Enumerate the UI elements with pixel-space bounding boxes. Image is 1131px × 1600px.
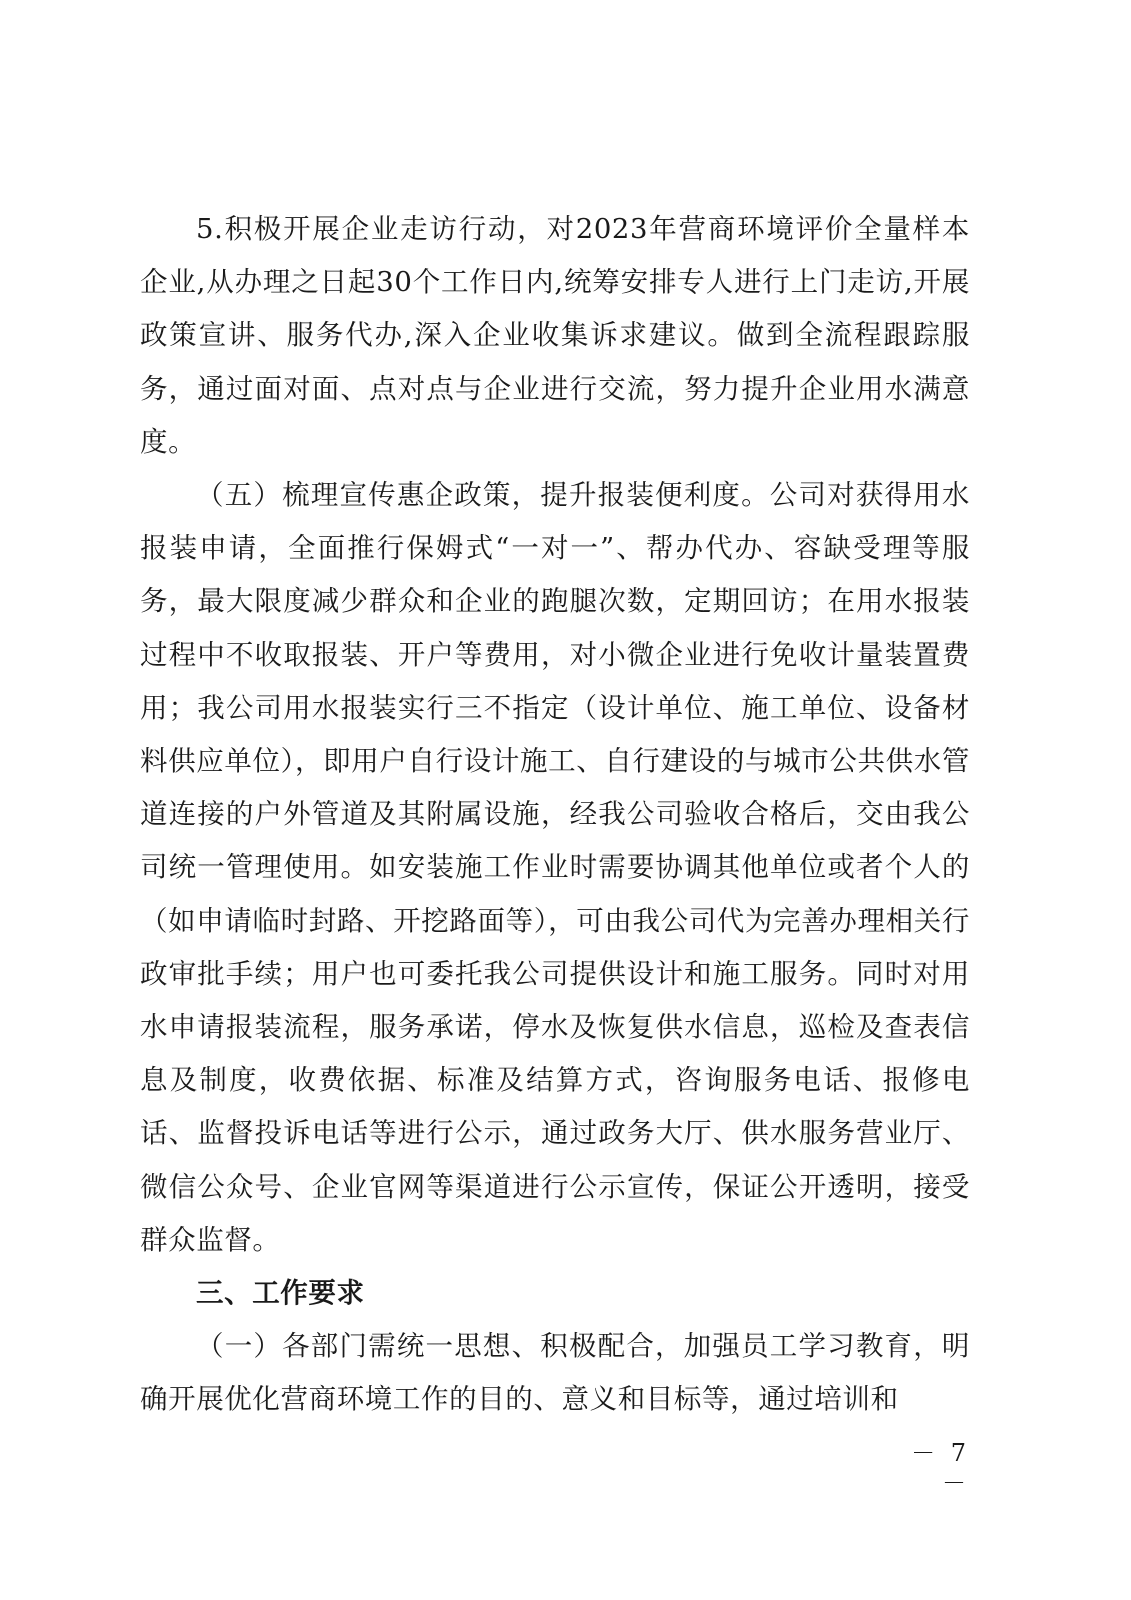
section-heading-work-requirements: 三、工作要求	[196, 1277, 365, 1310]
document-body	[140, 203, 970, 1427]
paragraph-requirement-one: （一）各部门需统一思想、积极配合，加强员工学习教育，明确开展优化营商环境工作的目的、意义和目标等，通过培训和	[140, 1330, 970, 1416]
page-number: － 7 －	[911, 1439, 970, 1497]
paragraph-enterprise-visits: 5.积极开展企业走访行动，对2023年营商环境评价全量样本企业,从办理之日起30个工作日内,统筹安排专人进行上门走访,开展政策宣讲、服务代办,深入企业收集诉求建议。做到全流程跟踪服务，通过面对面、点对点与企业进行交流，努力提升企业用水满意度。	[140, 213, 970, 458]
paragraph-policy-promotion: （五）梳理宣传惠企政策，提升报装便利度。公司对获得用水报装申请，全面推行保姆式“一对一”、帮办代办、容缺受理等服务，最大限度减少群众和企业的跑腿次数，定期回访；在用水报装过程中不收取报装、开户等费用，对小微企业进行免收计量装置费用；我公司用水报装实行三不指定（设计单位、施工单位、设备材料供应单位），即用户自行设计施工、自行建设的与城市公共供水管道连接的户外管道及其附属设施，经我公司验收合格后，交由我公司统一管理使用。如安装施工作业时需要协调其他单位或者个人的（如申请临时封路、开挖路面等），可由我公司代为完善办理相关行政审批手续；用户也可委托我公司提供设计和施工服务。同时对用水申请报装流程，服务承诺，停水及恢复供水信息，巡检及查表信息及制度，收费依据、标准及结算方式，咨询服务电话、报修电话、监督投诉电话等进行公示，通过政务大厅、供水服务营业厅、微信公众号、企业官网等渠道进行公示宣传，保证公开透明，接受群众监督。	[140, 479, 970, 1256]
